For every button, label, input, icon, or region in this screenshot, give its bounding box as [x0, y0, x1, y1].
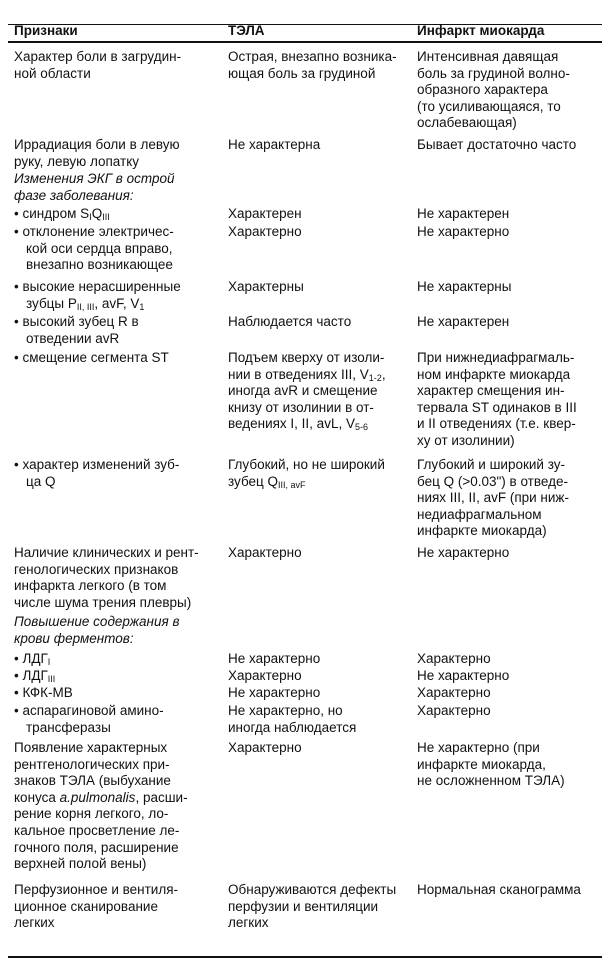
row-p-waves-mi: Не характерны: [417, 279, 512, 294]
row-ldh1-mi: Характерно: [417, 651, 491, 666]
row-pain-character-sign: Характер боли в загрудин- ной области: [14, 49, 182, 81]
row-ast-sign: • аспарагиновой амино- трансферазы: [14, 703, 222, 736]
row-irradiation-tela: Не характерна: [228, 137, 321, 152]
row-lung-infarct-tela: Характерно: [228, 545, 302, 560]
row-axis-deviation-tela: Характерно: [228, 224, 302, 239]
row-axis-deviation-mi: Не характерно: [417, 224, 510, 239]
enzymes-section-heading: Повышение содержания в крови ферментов:: [14, 614, 180, 646]
row-q-wave-mi: Глубокий и широкий зу- бец Q (>0.03") в отведе- ниях III, II, avF (при ниж- недиафрагмальном инфаркте миокарда): [417, 457, 569, 539]
row-irradiation-sign: Иррадиация боли в левую руку, левую лопатку: [14, 137, 180, 169]
row-scan-mi: Нормальная сканограмма: [417, 882, 581, 897]
row-st-shift-tela: Подъем кверху от изоли- нии в отведениях III, $V_{1-2}$, иногда avR и смещение книзу от изолинии в от- ведениях I, II, avL, $V_{5-6}$: [228, 350, 386, 433]
row-p-waves-tela: Характерны: [228, 279, 304, 294]
row-p-waves-sign: • высокие нерасширенные зубцы $P_{II, III}$, avF, $V_1$: [14, 279, 222, 312]
row-r-wave-mi: Не характерен: [417, 314, 510, 329]
row-ck-mb-tela: Не характерно: [228, 685, 321, 700]
header-tela: ТЭЛА: [228, 23, 265, 38]
row-st-shift-sign: • смещение сегмента ST: [14, 350, 222, 367]
row-q-wave-sign: • характер изменений зуб- ца Q: [14, 457, 222, 490]
row-ldh3-mi: Не характерно: [417, 668, 510, 683]
row-axis-deviation-sign: • отклонение электричес- кой оси сердца вправо, внезапно возникающее: [14, 224, 222, 274]
row-ast-mi: Характерно: [417, 703, 491, 718]
row-xray-signs-mi: Не характерно (при инфаркте миокарда, не осложненном ТЭЛА): [417, 740, 565, 789]
row-xray-signs-tela: Характерно: [228, 740, 302, 755]
row-r-wave-tela: Наблюдается часто: [228, 314, 352, 329]
row-scan-sign: Перфузионное и вентиля- ционное сканирование легких: [14, 882, 179, 931]
row-r-wave-sign: • высокий зубец R в отведении avR: [14, 314, 222, 347]
row-ast-tela: Не характерно, но иногда наблюдается: [228, 703, 357, 735]
row-lung-infarct-sign: Наличие клинических и рент- генологических признаков инфаркта легкого (в том числе шума трения плевры): [14, 545, 199, 610]
row-pain-character-mi: Интенсивная давящая боль за грудиной волно- образного характера (то усиливающаяся, то ослабевающая): [417, 49, 570, 131]
row-xray-signs-sign: Появление характерных рентгенологических при- знаков ТЭЛА (выбухание конуса a.pulmonalis, расши- рение корня легкого, ло- кальное просветление ле- гочного поля, расширение верхней полой вены): [14, 740, 188, 872]
row-siqiii-mi: Не характерен: [417, 206, 510, 221]
row-ck-mb-mi: Характерно: [417, 685, 491, 700]
row-pain-character-tela: Острая, внезапно возника- ющая боль за грудиной: [228, 49, 397, 81]
row-lung-infarct-mi: Не характерно: [417, 545, 510, 560]
row-ldh1-sign: • $ЛДГ_I$: [14, 651, 222, 668]
header-rule: [8, 41, 602, 43]
header-signs: Признаки: [14, 23, 78, 38]
row-ck-mb-sign: • КФК-МВ: [14, 685, 222, 702]
row-ldh3-tela: Характерно: [228, 668, 302, 683]
row-irradiation-mi: Бывает достаточно часто: [417, 137, 577, 152]
row-q-wave-tela: Глубокий, но не широкий зубец $Q_{III, avF}$: [228, 457, 385, 490]
ecg-section-heading: Изменения ЭКГ в острой фазе заболевания:: [14, 171, 175, 203]
table-bottom-rule: [8, 956, 602, 958]
row-ldh3-sign: • $ЛДГ_{III}$: [14, 668, 222, 685]
row-siqiii-sign: • синдром $S_IQ_{III}$: [14, 206, 222, 223]
row-siqiii-tela: Характерен: [228, 206, 302, 221]
row-ldh1-tela: Не характерно: [228, 651, 321, 666]
header-mi: Инфаркт миокарда: [417, 23, 545, 38]
row-st-shift-mi: При нижнедиафрагмаль- ном инфаркте миокарда характер смещения ин- тервала ST одинаков в III и II отведениях (т.е. квер- ху от изолинии): [417, 350, 577, 448]
row-scan-tela: Обнаруживаются дефекты перфузии и вентиляции легких: [228, 882, 397, 931]
